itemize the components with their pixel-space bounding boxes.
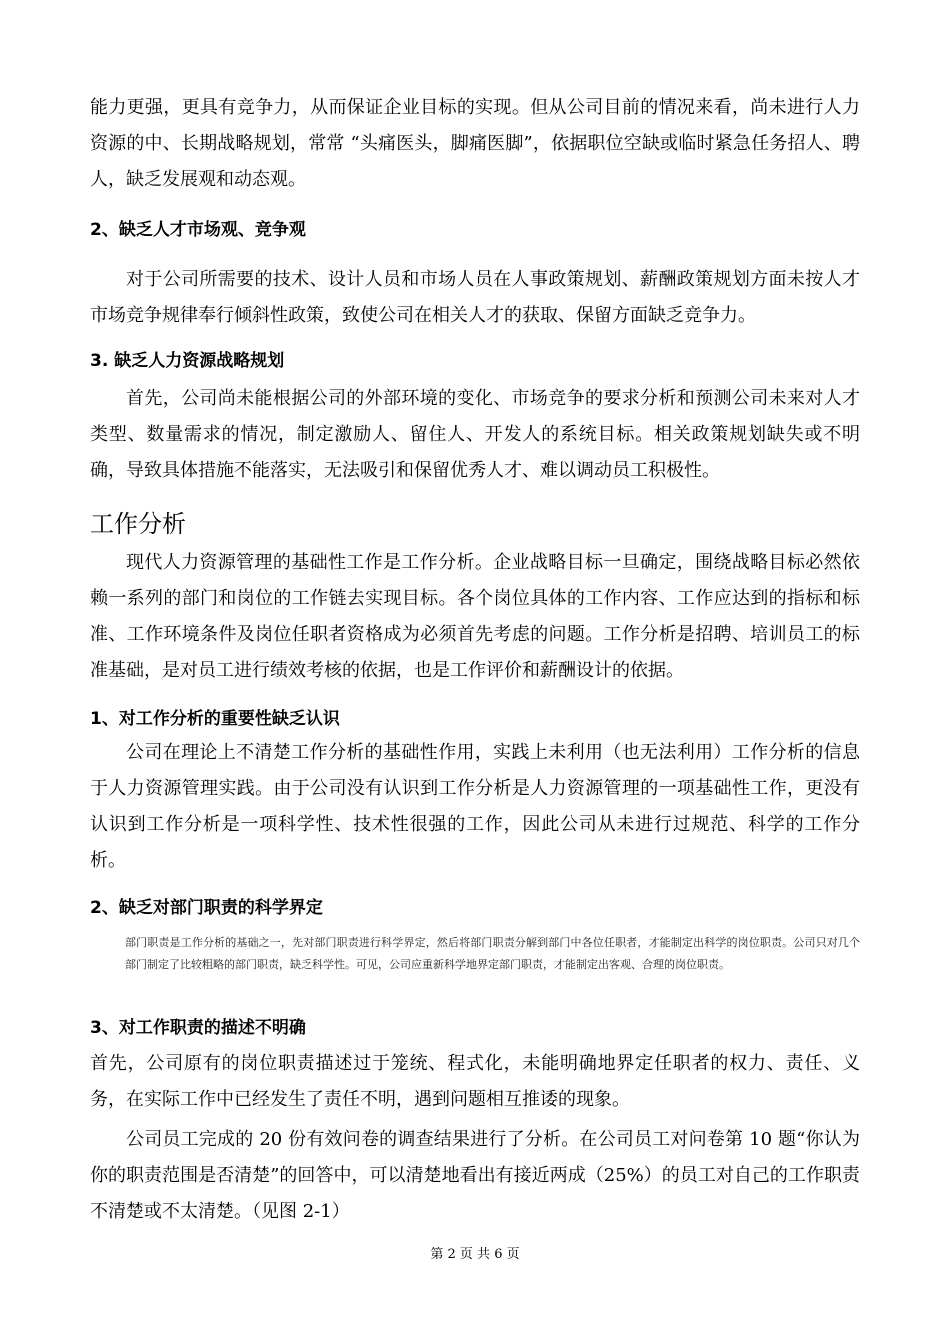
section-title-job-analysis: 工作分析 bbox=[90, 510, 186, 538]
heading-department-duties: 2、缺乏对部门职责的科学界定 bbox=[90, 898, 323, 918]
paragraph-department-duties: 部门职责是工作分析的基础之一，先对部门职责进行科学界定，然后将部门职责分解到部门中各位任职者，才能制定出科学的岗位职责。公司只对几个部门制定了比较粗略的部门职责，缺乏科学性。可见，公司应重新科学地界定部门职责，才能制定出客观、合理的岗位职责。 bbox=[125, 936, 860, 971]
heading-importance-awareness: 1、对工作分析的重要性缺乏认识 bbox=[90, 709, 340, 729]
paragraph-hr-planning-continued: 能力更强，更具有竞争力，从而保证企业目标的实现。但从公司目前的情况来看，尚未进行人力资源的中、长期战略规划，常常 “头痛医头，脚痛医脚”，依据职位空缺或临时紧急任务招人、聘人，缺乏发展观和动态观。 bbox=[90, 97, 860, 190]
paragraph-survey-results: 公司员工完成的 20 份有效问卷的调查结果进行了分析。在公司员工对问卷第 10 题“你认为你的职责范围是否清楚”的回答中，可以清楚地看出有接近两成（25%）的员工对自己的工作职责不清楚或不太清楚。（见图 2-1） bbox=[90, 1129, 860, 1222]
page-footer: 第 2 页 共 6 页 bbox=[430, 1247, 520, 1262]
paragraph-duty-description: 首先，公司原有的岗位职责描述过于笼统、程式化，未能明确地界定任职者的权力、责任、义务，在实际工作中已经发生了责任不明，遇到问题相互推诿的现象。 bbox=[90, 1053, 860, 1110]
paragraph-talent-market: 对于公司所需要的技术、设计人员和市场人员在人事政策规划、薪酬政策规划方面未按人才市场竞争规律奉行倾斜性政策，致使公司在相关人才的获取、保留方面缺乏竞争力。 bbox=[90, 269, 860, 326]
heading-hr-strategy: 3. 缺乏人力资源战略规划 bbox=[90, 351, 285, 371]
heading-duty-description: 3、对工作职责的描述不明确 bbox=[90, 1018, 306, 1038]
paragraph-job-analysis-intro: 现代人力资源管理的基础性工作是工作分析。企业战略目标一旦确定，围绕战略目标必然依赖一系列的部门和岗位的工作链去实现目标。各个岗位具体的工作内容、工作应达到的指标和标准、工作环境条件及岗位任职者资格成为必须首先考虑的问题。工作分析是招聘、培训员工的标准基础，是对员工进行绩效考核的依据，也是工作评价和薪酬设计的依据。 bbox=[90, 552, 860, 681]
heading-talent-market: 2、缺乏人才市场观、竞争观 bbox=[90, 220, 306, 240]
paragraph-importance-awareness: 公司在理论上不清楚工作分析的基础性作用，实践上未利用（也无法利用）工作分析的信息于人力资源管理实践。由于公司没有认识到工作分析是人力资源管理的一项基础性工作，更没有认识到工作分析是一项科学性、技术性很强的工作，因此公司从未进行过规范、科学的工作分析。 bbox=[90, 742, 860, 871]
paragraph-hr-strategy: 首先，公司尚未能根据公司的外部环境的变化、市场竞争的要求分析和预测公司未来对人才类型、数量需求的情况，制定激励人、留住人、开发人的系统目标。相关政策规划缺失或不明确，导致具体措施不能落实，无法吸引和保留优秀人才、难以调动员工积极性。 bbox=[90, 388, 860, 481]
